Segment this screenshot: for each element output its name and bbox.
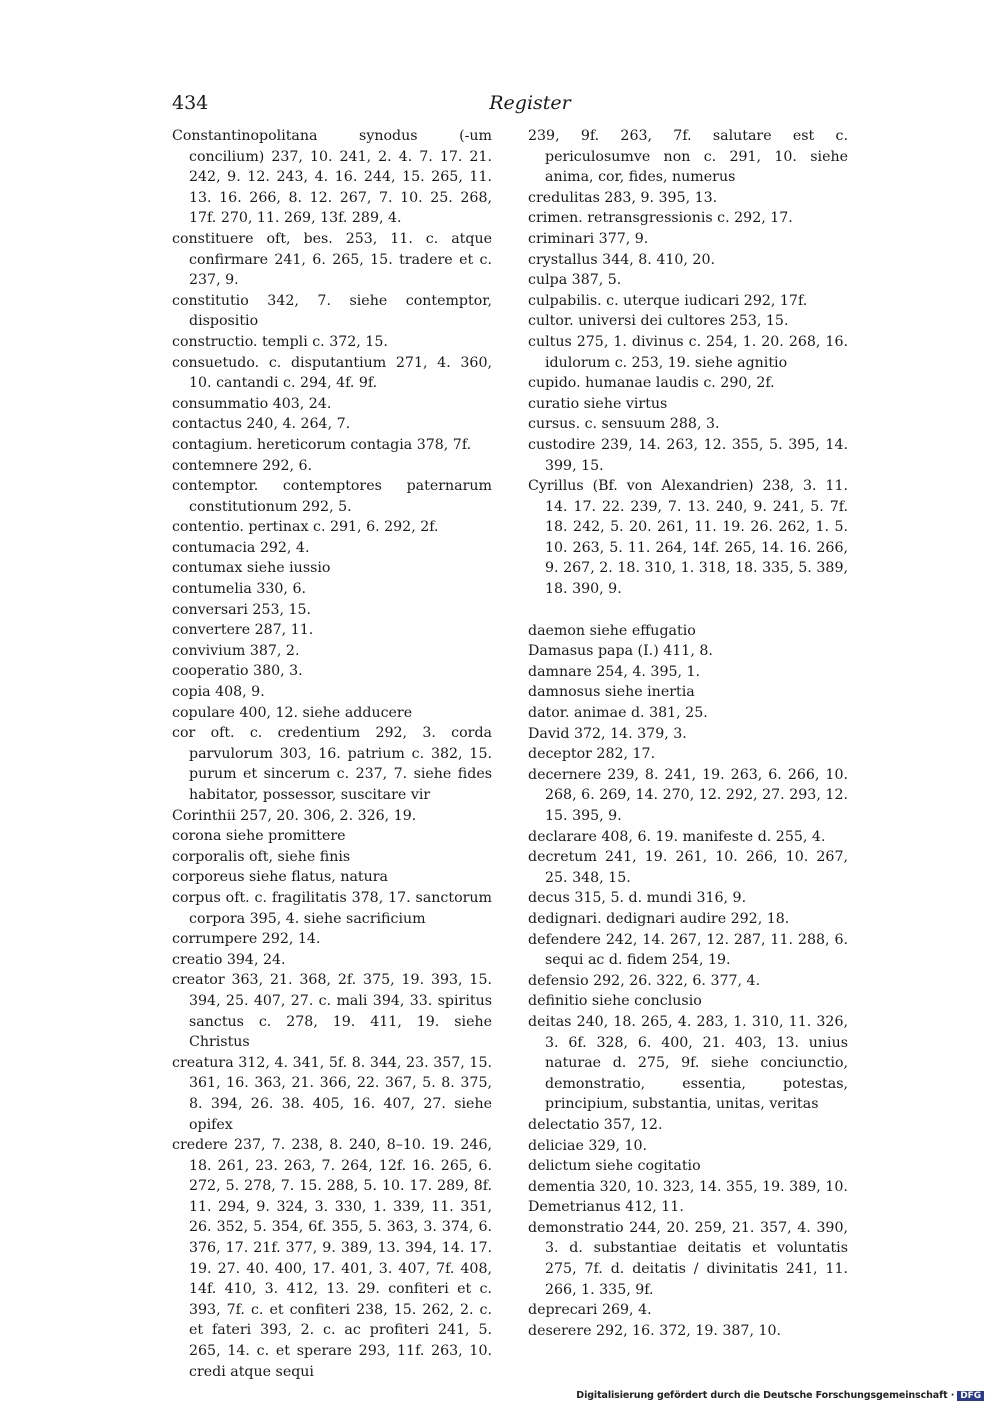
index-entry: delectatio 357, 12.: [528, 1116, 663, 1133]
right-column: [528, 126, 848, 1341]
right-column-c-entries: [528, 126, 848, 600]
dfg-logo-icon: DFG: [957, 1391, 984, 1401]
index-entry: deitas 240, 18. 265, 4. 283, 1. 310, 11. 326, 3. 6f. 328, 6. 400, 21. 403, 13. unius naturae d. 275, 9f. siehe conciunctio, demonstratio, essentia, potestas, principium, substantia, unitas, veritas: [528, 1013, 848, 1113]
index-entry: Demetrianus 412, 11.: [528, 1199, 684, 1216]
index-entry: convivium 387, 2.: [172, 642, 300, 659]
index-entry: deceptor 282, 17.: [528, 746, 656, 763]
index-entry: cor oft. c. credentium 292, 3. corda parvulorum 303, 16. patrium c. 382, 15. purum et sincerum c. 237, 7. siehe fides habitator, possessor, suscitare vir: [172, 725, 492, 803]
index-entry: Damasus papa (I.) 411, 8.: [528, 643, 713, 660]
index-entry: corona siehe promittere: [172, 828, 346, 845]
index-entry: constitutio 342, 7. siehe contemptor, dispositio: [172, 292, 492, 330]
right-column-d-entries: [528, 621, 848, 1342]
index-entry: demonstratio 244, 20. 259, 21. 357, 4. 390, 3. d. substantiae deitatis et voluntatis 275, 7f. d. deitatis / divinitatis 241, 11. 266, 1. 335, 9f.: [528, 1219, 848, 1298]
running-head-title: Register: [489, 92, 571, 114]
index-entry: copulare 400, 12. siehe adducere: [172, 704, 413, 721]
index-entry: consummatio 403, 24.: [172, 395, 332, 412]
index-entry: contemnere 292, 6.: [172, 457, 313, 474]
index-entry: copia 408, 9.: [172, 684, 265, 701]
index-entry: culpabilis. c. uterque iudicari 292, 17f.: [528, 292, 808, 309]
index-entry: corporalis oft, siehe finis: [172, 848, 351, 865]
footer-text: Digitalisierung gefördert durch die Deutsche Forschungsgemeinschaft ·: [576, 1390, 955, 1401]
funding-footer: [576, 1390, 984, 1401]
index-entry: defensio 292, 26. 322, 6. 377, 4.: [528, 972, 761, 989]
index-entry: cultor. universi dei cultores 253, 15.: [528, 313, 789, 330]
index-entry: corrumpere 292, 14.: [172, 931, 321, 948]
index-entry: cursus. c. sensuum 288, 3.: [528, 416, 720, 433]
index-entry: cupido. humanae laudis c. 290, 2f.: [528, 375, 775, 392]
index-entry: conversari 253, 15.: [172, 601, 312, 618]
index-entry: damnosus siehe inertia: [528, 684, 695, 701]
index-entry: deserere 292, 16. 372, 19. 387, 10.: [528, 1322, 782, 1339]
index-entry: corporeus siehe flatus, natura: [172, 869, 388, 886]
index-entry: consuetudo. c. disputantium 271, 4. 360, 10. cantandi c. 294, 4f. 9f.: [172, 354, 492, 392]
index-entry: David 372, 14. 379, 3.: [528, 725, 687, 742]
index-entry: custodire 239, 14. 263, 12. 355, 5. 395, 14. 399, 15.: [528, 436, 848, 474]
index-entry: creator 363, 21. 368, 2f. 375, 19. 393, 15. 394, 25. 407, 27. c. mali 394, 33. spiritus sanctus c. 278, 19. 411, 19. siehe Christus: [172, 972, 492, 1051]
index-entry: daemon siehe effugatio: [528, 622, 696, 639]
index-entry: creatio 394, 24.: [172, 951, 286, 968]
index-entry: contemptor. contemptores paternarum constitutionum 292, 5.: [172, 478, 492, 515]
index-entry: constructio. templi c. 372, 15.: [172, 333, 388, 350]
index-entry: defendere 242, 14. 267, 12. 287, 11. 288, 6. sequi ac d. fidem 254, 19.: [528, 931, 848, 969]
index-entry: cultus 275, 1. divinus c. 254, 1. 20. 268, 16. idulorum c. 253, 19. siehe agnitio: [528, 333, 848, 371]
index-entry: corpus oft. c. fragilitatis 378, 17. sanctorum corpora 395, 4. siehe sacrificium: [172, 889, 492, 927]
index-entry: credulitas 283, 9. 395, 13.: [528, 189, 718, 206]
index-entry: definitio siehe conclusio: [528, 993, 702, 1010]
index-entry: Constantinopolitana synodus (-um concilium) 237, 10. 241, 2. 4. 7. 17. 21. 242, 9. 12. 243, 4. 16. 244, 15. 265, 11. 13. 16. 266, 8. 12. 267, 7. 10. 25. 268, 17f. 270, 11. 269, 13f. 289, 4.: [172, 128, 492, 227]
index-entry: dedignari. dedignari audire 292, 18.: [528, 910, 790, 927]
index-entry: creatura 312, 4. 341, 5f. 8. 344, 23. 357, 15. 361, 16. 363, 21. 366, 22. 367, 5. 8. 375, 8. 394, 26. 38. 405, 16. 407, 27. siehe opifex: [172, 1054, 492, 1133]
section-gap: [528, 600, 848, 621]
index-entry: credere 237, 7. 238, 8. 240, 8–10. 19. 246, 18. 261, 23. 263, 7. 264, 12f. 16. 265, 6. 272, 5. 278, 7. 15. 288, 5. 10. 17. 289, 8f. 11. 294, 9. 324, 3. 330, 1. 339, 11. 351, 26. 352, 5. 354, 6f. 355, 5. 363, 3. 374, 6. 376, 17. 21f. 377, 9. 389, 13. 394, 14. 17. 19. 27. 40. 400, 17. 401, 3. 407, 7f. 408, 14f. 410, 3. 412, 13. 29. confiteri et c. 393, 7f. c. et confiteri 238, 15. 262, 2. c. et fateri 393, 2. c. ac profiteri 241, 5. 265, 14. c. et sperare 293, 11f. 263, 10. credi atque sequi: [172, 1137, 492, 1380]
index-entry: contumax siehe iussio: [172, 560, 331, 577]
index-entry: decretum 241, 19. 261, 10. 266, 10. 267, 25. 348, 15.: [528, 849, 848, 886]
index-entry: contumacia 292, 4.: [172, 539, 310, 556]
index-entry: declarare 408, 6. 19. manifeste d. 255, 4.: [528, 828, 826, 845]
index-entry: Corinthii 257, 20. 306, 2. 326, 19.: [172, 807, 417, 824]
index-entry: culpa 387, 5.: [528, 272, 622, 289]
index-entry: contagium. hereticorum contagia 378, 7f.: [172, 436, 472, 453]
index-entry: 239, 9f. 263, 7f. salutare est c. periculosumve non c. 291, 10. siehe anima, cor, fides, numerus: [528, 128, 848, 186]
left-column: [172, 126, 492, 1382]
index-entry: crimen. retransgressionis c. 292, 17.: [528, 210, 793, 227]
index-entry: crystallus 344, 8. 410, 20.: [528, 251, 715, 268]
index-entry: delictum siehe cogitatio: [528, 1158, 701, 1175]
index-entry: damnare 254, 4. 395, 1.: [528, 663, 701, 680]
index-entry: dator. animae d. 381, 25.: [528, 705, 708, 722]
index-entry: deprecari 269, 4.: [528, 1302, 652, 1319]
index-entry: constituere oft, bes. 253, 11. c. atque confirmare 241, 6. 265, 15. tradere et c. 237, 9.: [172, 230, 492, 289]
index-entry: cooperatio 380, 3.: [172, 663, 303, 680]
index-entry: contactus 240, 4. 264, 7.: [172, 416, 351, 433]
index-entry: dementia 320, 10. 323, 14. 355, 19. 389, 10.: [528, 1178, 848, 1195]
page-number: 434: [172, 92, 209, 114]
index-entry: curatio siehe virtus: [528, 395, 668, 412]
index-entry: contumelia 330, 6.: [172, 581, 306, 598]
index-entry: deliciae 329, 10.: [528, 1137, 648, 1154]
index-entry: decernere 239, 8. 241, 19. 263, 6. 266, 10. 268, 6. 269, 14. 270, 12. 292, 27. 293, 12. 15. 395, 9.: [528, 766, 848, 824]
index-entry: Cyrillus (Bf. von Alexandrien) 238, 3. 11. 14. 17. 22. 239, 7. 13. 240, 9. 241, 5. 7f. 18. 242, 5. 20. 261, 11. 19. 26. 262, 1. 5. 10. 263, 5. 11. 264, 14f. 265, 14. 16. 266, 9. 267, 2. 18. 310, 1. 318, 18. 335, 5. 389, 18. 390, 9.: [528, 478, 848, 598]
index-entry: decus 315, 5. d. mundi 316, 9.: [528, 890, 747, 907]
index-entry: convertere 287, 11.: [172, 622, 314, 639]
index-entry: criminari 377, 9.: [528, 230, 649, 247]
index-entry: contentio. pertinax c. 291, 6. 292, 2f.: [172, 519, 439, 536]
